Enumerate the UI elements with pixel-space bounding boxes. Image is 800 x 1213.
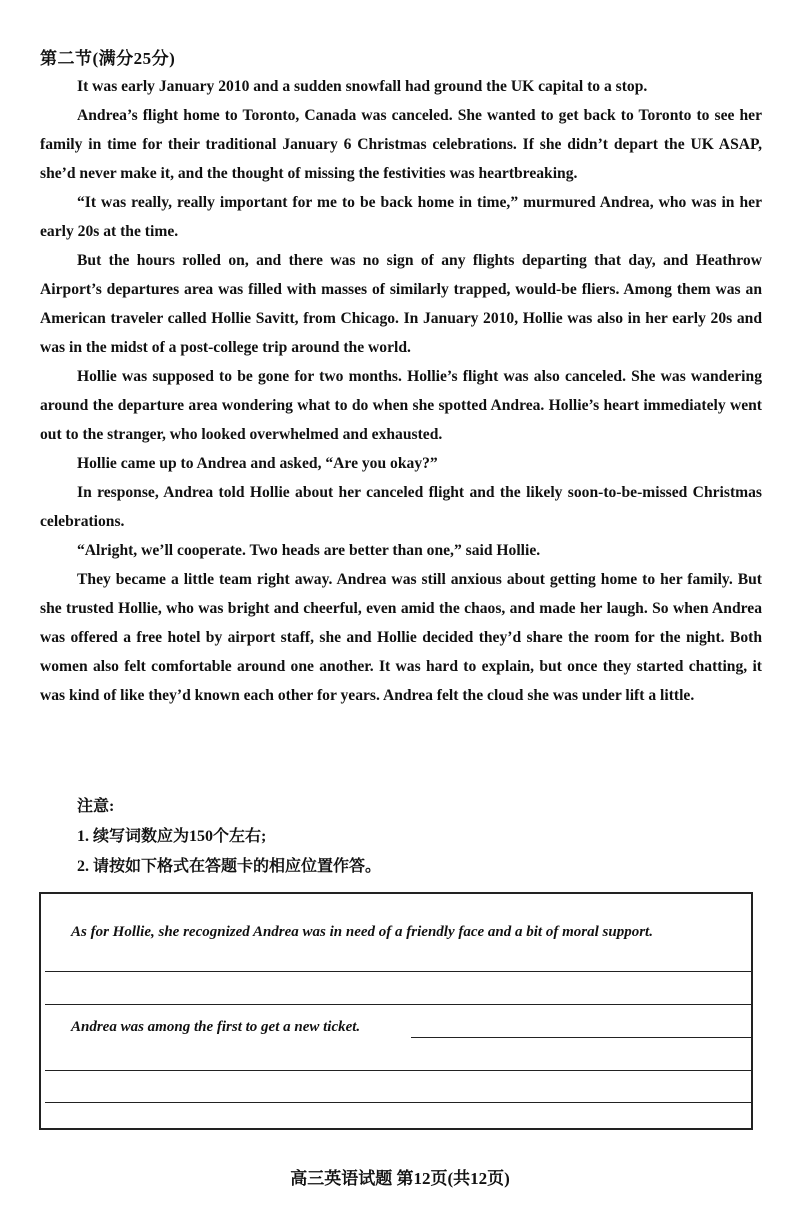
- passage-paragraph: It was early January 2010 and a sudden snowfall had ground the UK capital to a stop.: [77, 78, 648, 95]
- page-footer: 高三英语试题 第12页(共12页): [290, 1169, 510, 1188]
- passage-paragraph: But the hours rolled on, and there was no sign of any flights departing that day, and Heathrow Airport’s departures area was filled with masses of similarly trapped, would-be fliers. Among them was an American traveler called Hollie Savitt, from Chicago. In January 2010, Hollie was also in her early 20s and was in the midst of a post-college trip around the world.: [40, 252, 762, 356]
- answer-line[interactable]: [45, 1070, 751, 1071]
- note-item: 2. 请按如下格式在答题卡的相应位置作答。: [77, 858, 382, 875]
- continuation-prompt-2: Andrea was among the first to get a new ticket.: [71, 1019, 361, 1035]
- passage-paragraph: In response, Andrea told Hollie about her canceled flight and the likely soon-to-be-missed Christmas celebrations.: [40, 484, 762, 530]
- passage-paragraph: “It was really, really important for me to be back home in time,” murmured Andrea, who was in her early 20s at the time.: [40, 194, 762, 240]
- notes-heading: 注意:: [77, 798, 115, 815]
- answer-line[interactable]: [45, 971, 751, 972]
- answer-line[interactable]: [45, 1004, 751, 1005]
- passage-paragraph: They became a little team right away. Andrea was still anxious about getting home to her family. But she trusted Hollie, who was bright and cheerful, even amid the chaos, and made her laugh. So when Andrea was offered a free hotel by airport staff, she and Hollie decided they’d share the room for the night. Both women also felt comfortable around one another. It was hard to explain, but once they started chatting, it was kind of like they’d known each other for years. Andrea felt the cloud she was under lift a little.: [40, 571, 762, 704]
- answer-line[interactable]: [411, 1037, 751, 1038]
- passage-paragraph: Andrea’s flight home to Toronto, Canada was canceled. She wanted to get back to Toronto to see her family in time for their traditional January 6 Christmas celebrations. If she didn’t depart the UK ASAP, she’d never make it, and the thought of missing the festivities was heartbreaking.: [40, 107, 762, 182]
- reading-passage: [40, 72, 762, 710]
- answer-line[interactable]: [45, 1102, 751, 1103]
- passage-paragraph: “Alright, we’ll cooperate. Two heads are better than one,” said Hollie.: [77, 542, 541, 559]
- note-item: 1. 续写词数应为150个左右;: [77, 828, 267, 845]
- continuation-prompt-1: As for Hollie, she recognized Andrea was in need of a friendly face and a bit of moral support.: [71, 924, 653, 940]
- notes-section: [77, 792, 381, 882]
- passage-paragraph: Hollie came up to Andrea and asked, “Are you okay?”: [77, 455, 438, 472]
- answer-box: [39, 892, 753, 1130]
- passage-paragraph: Hollie was supposed to be gone for two months. Hollie’s flight was also canceled. She was wandering around the departure area wondering what to do when she spotted Andrea. Hollie’s heart immediately went out to the stranger, who looked overwhelmed and exhausted.: [40, 368, 762, 443]
- section-title: 第二节(满分25分): [40, 49, 176, 68]
